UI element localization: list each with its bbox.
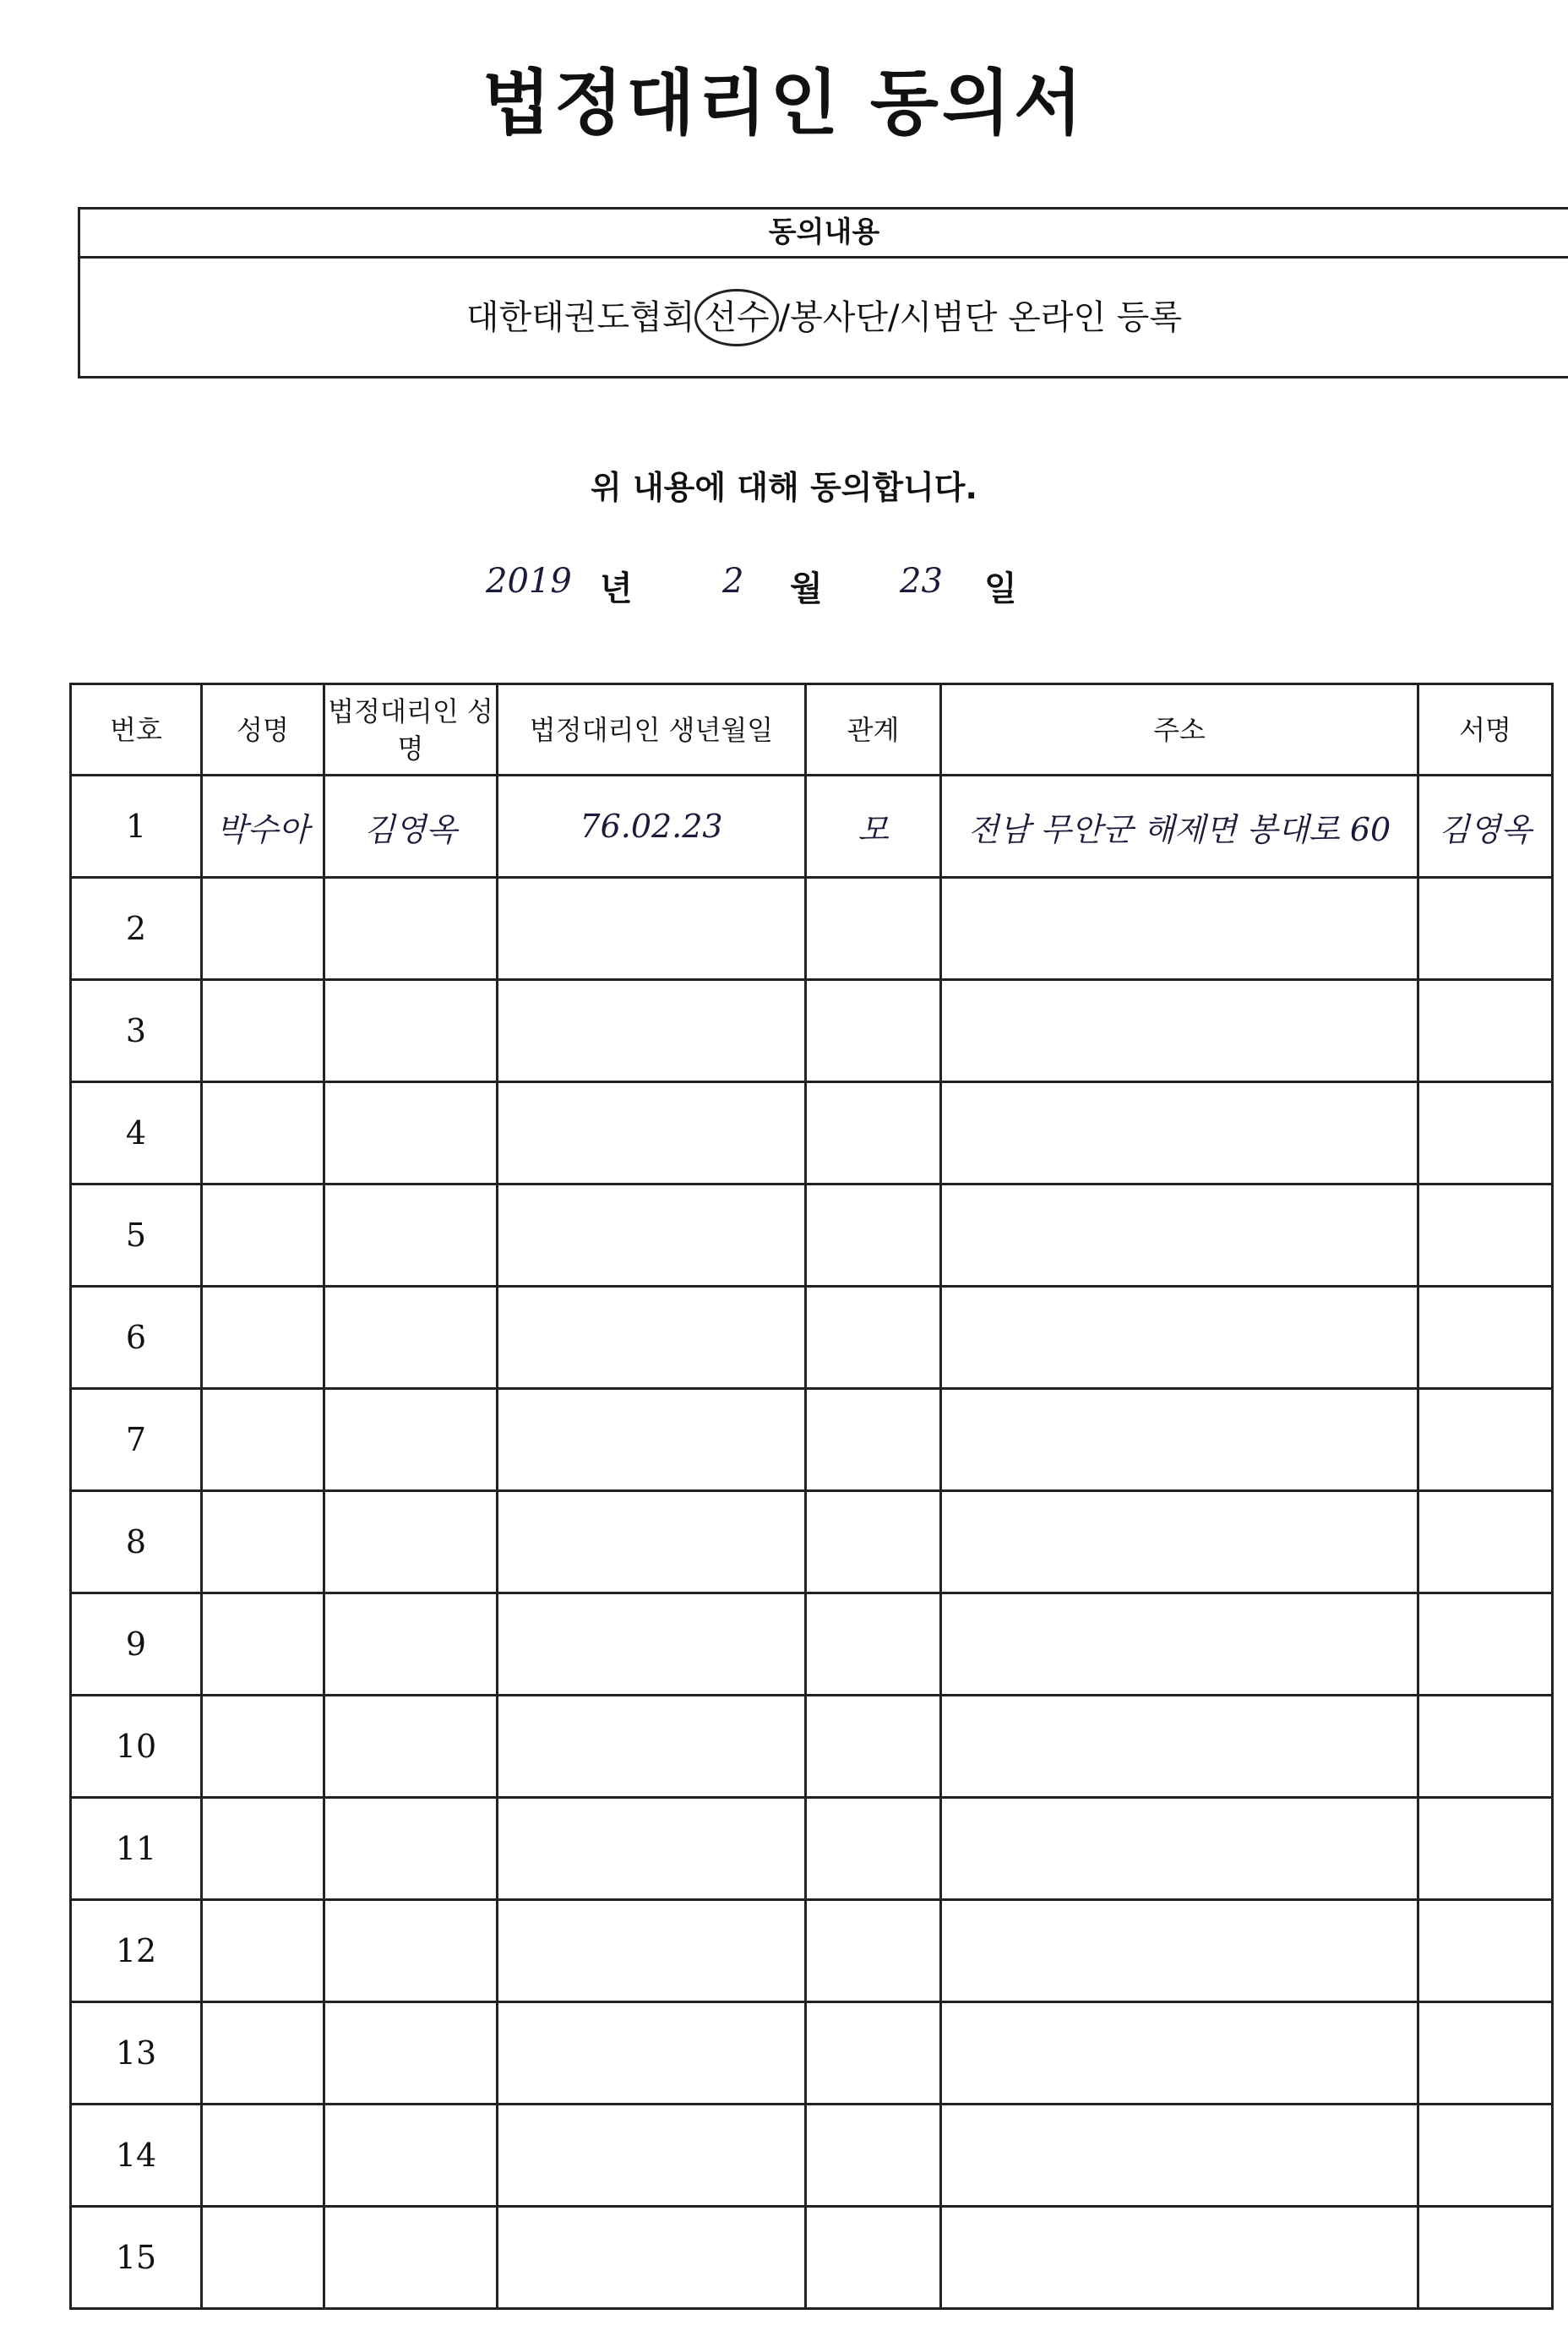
- cell-no: 1: [71, 776, 202, 878]
- table-row: [71, 1593, 1553, 1696]
- cell-guardian-name: [324, 2105, 498, 2207]
- cell-no: 4: [71, 1082, 202, 1184]
- cell-guardian-name: [324, 1798, 498, 1900]
- cell-guardian-name: [324, 980, 498, 1082]
- table-row: [71, 2002, 1553, 2105]
- cell-name: [202, 1491, 324, 1593]
- date-day: 23: [900, 562, 943, 601]
- table-row: [71, 1491, 1553, 1593]
- header-relation: 관계: [806, 684, 941, 776]
- cell-no: 6: [71, 1287, 202, 1389]
- cell-guardian-name: [324, 1900, 498, 2002]
- cell-name: [202, 2207, 324, 2309]
- cell-signature: 김영옥: [1418, 776, 1553, 878]
- cell-address: [941, 1593, 1418, 1696]
- consent-heading: 동의내용: [80, 210, 1568, 259]
- cell-name: [202, 1593, 324, 1696]
- cell-name: 박수아: [202, 776, 324, 878]
- cell-signature: [1418, 1287, 1553, 1389]
- cell-guardian-birth: [498, 1798, 806, 1900]
- cell-signature: [1418, 1593, 1553, 1696]
- table-row: [71, 1389, 1553, 1491]
- table-row: [71, 2207, 1553, 2309]
- cell-relation: [806, 980, 941, 1082]
- cell-guardian-birth: [498, 1491, 806, 1593]
- cell-name: [202, 1696, 324, 1798]
- cell-address: [941, 1184, 1418, 1287]
- consent-suffix: /봉사단/시범단 온라인 등록: [778, 298, 1183, 337]
- cell-address: [941, 1696, 1418, 1798]
- date-line: [486, 562, 1077, 629]
- cell-signature: [1418, 1900, 1553, 2002]
- cell-address: [941, 2002, 1418, 2105]
- cell-signature: [1418, 980, 1553, 1082]
- table-row: [71, 1184, 1553, 1287]
- cell-guardian-birth: [498, 1389, 806, 1491]
- cell-relation: [806, 1287, 941, 1389]
- cell-address: [941, 1491, 1418, 1593]
- cell-no: 14: [71, 2105, 202, 2207]
- cell-no: 8: [71, 1491, 202, 1593]
- header-signature: 서명: [1418, 684, 1553, 776]
- table-row: [71, 1798, 1553, 1900]
- cell-no: 15: [71, 2207, 202, 2309]
- table-row: [71, 1900, 1553, 2002]
- cell-guardian-name: [324, 1696, 498, 1798]
- cell-guardian-name: [324, 1491, 498, 1593]
- document-title: 법정대리인 동의서: [482, 62, 1086, 144]
- consent-prefix: 대한태권도협회: [466, 298, 695, 337]
- cell-guardian-name: [324, 1184, 498, 1287]
- cell-relation: [806, 1184, 941, 1287]
- cell-signature: [1418, 1389, 1553, 1491]
- cell-name: [202, 980, 324, 1082]
- cell-address: 전남 무안군 해제면 봉대로 60: [941, 776, 1418, 878]
- cell-address: [941, 1082, 1418, 1184]
- cell-guardian-birth: [498, 2105, 806, 2207]
- cell-signature: [1418, 2105, 1553, 2207]
- cell-guardian-name: 김영옥: [324, 776, 498, 878]
- cell-relation: [806, 2002, 941, 2105]
- cell-relation: [806, 1389, 941, 1491]
- cell-address: [941, 878, 1418, 980]
- cell-name: [202, 1900, 324, 2002]
- cell-no: 13: [71, 2002, 202, 2105]
- cell-relation: [806, 1593, 941, 1696]
- cell-signature: [1418, 1491, 1553, 1593]
- cell-signature: [1418, 878, 1553, 980]
- table-body: [71, 776, 1553, 2309]
- cell-relation: [806, 1696, 941, 1798]
- cell-name: [202, 2105, 324, 2207]
- agreement-statement: 위 내용에 대해 동의합니다.: [591, 469, 977, 506]
- cell-guardian-name: [324, 1389, 498, 1491]
- header-no: 번호: [71, 684, 202, 776]
- cell-guardian-birth: [498, 1184, 806, 1287]
- cell-guardian-birth: [498, 878, 806, 980]
- cell-relation: [806, 1491, 941, 1593]
- consent-circled-option: 선수: [694, 289, 778, 346]
- consent-box: [78, 207, 1568, 378]
- cell-relation: [806, 1798, 941, 1900]
- table-row: [71, 1287, 1553, 1389]
- cell-address: [941, 1287, 1418, 1389]
- cell-no: 5: [71, 1184, 202, 1287]
- date-day-label: 일: [984, 569, 1017, 608]
- cell-no: 11: [71, 1798, 202, 1900]
- date-month-label: 월: [790, 569, 823, 608]
- header-name: 성명: [202, 684, 324, 776]
- cell-guardian-birth: 76.02.23: [498, 776, 806, 878]
- cell-guardian-name: [324, 1287, 498, 1389]
- cell-address: [941, 1389, 1418, 1491]
- cell-guardian-name: [324, 1082, 498, 1184]
- consent-body: [80, 259, 1568, 377]
- cell-signature: [1418, 2207, 1553, 2309]
- cell-relation: [806, 1900, 941, 2002]
- cell-guardian-birth: [498, 1593, 806, 1696]
- cell-guardian-birth: [498, 2207, 806, 2309]
- cell-no: 2: [71, 878, 202, 980]
- cell-name: [202, 1389, 324, 1491]
- cell-guardian-birth: [498, 980, 806, 1082]
- guardian-roster-table: [69, 683, 1554, 2310]
- cell-address: [941, 2207, 1418, 2309]
- cell-guardian-birth: [498, 1287, 806, 1389]
- cell-signature: [1418, 1798, 1553, 1900]
- cell-relation: [806, 2207, 941, 2309]
- cell-name: [202, 2002, 324, 2105]
- cell-signature: [1418, 1696, 1553, 1798]
- cell-name: [202, 1287, 324, 1389]
- cell-guardian-name: [324, 1593, 498, 1696]
- cell-address: [941, 1798, 1418, 1900]
- date-year-label: 년: [600, 569, 633, 608]
- cell-no: 9: [71, 1593, 202, 1696]
- header-guardian-birth: 법정대리인 생년월일: [498, 684, 806, 776]
- table-row: [71, 878, 1553, 980]
- cell-relation: [806, 878, 941, 980]
- header-address: 주소: [941, 684, 1418, 776]
- cell-no: 12: [71, 1900, 202, 2002]
- cell-name: [202, 1082, 324, 1184]
- table-row: [71, 1696, 1553, 1798]
- cell-guardian-birth: [498, 1900, 806, 2002]
- cell-no: 7: [71, 1389, 202, 1491]
- header-guardian-name: 법정대리인 성명: [324, 684, 498, 776]
- table-row: [71, 1082, 1553, 1184]
- cell-no: 10: [71, 1696, 202, 1798]
- cell-guardian-birth: [498, 1696, 806, 1798]
- cell-address: [941, 1900, 1418, 2002]
- cell-name: [202, 878, 324, 980]
- table-header-row: [71, 684, 1553, 776]
- cell-signature: [1418, 2002, 1553, 2105]
- cell-guardian-birth: [498, 1082, 806, 1184]
- cell-guardian-name: [324, 2207, 498, 2309]
- cell-relation: [806, 1082, 941, 1184]
- table-row: [71, 980, 1553, 1082]
- cell-no: 3: [71, 980, 202, 1082]
- cell-name: [202, 1798, 324, 1900]
- cell-guardian-name: [324, 878, 498, 980]
- cell-name: [202, 1184, 324, 1287]
- cell-relation: 모: [806, 776, 941, 878]
- table-row: [71, 776, 1553, 878]
- cell-guardian-birth: [498, 2002, 806, 2105]
- date-year: 2019: [486, 562, 572, 601]
- cell-address: [941, 2105, 1418, 2207]
- table-row: [71, 2105, 1553, 2207]
- cell-relation: [806, 2105, 941, 2207]
- cell-signature: [1418, 1184, 1553, 1287]
- cell-guardian-name: [324, 2002, 498, 2105]
- cell-signature: [1418, 1082, 1553, 1184]
- cell-address: [941, 980, 1418, 1082]
- date-month: 2: [722, 562, 744, 601]
